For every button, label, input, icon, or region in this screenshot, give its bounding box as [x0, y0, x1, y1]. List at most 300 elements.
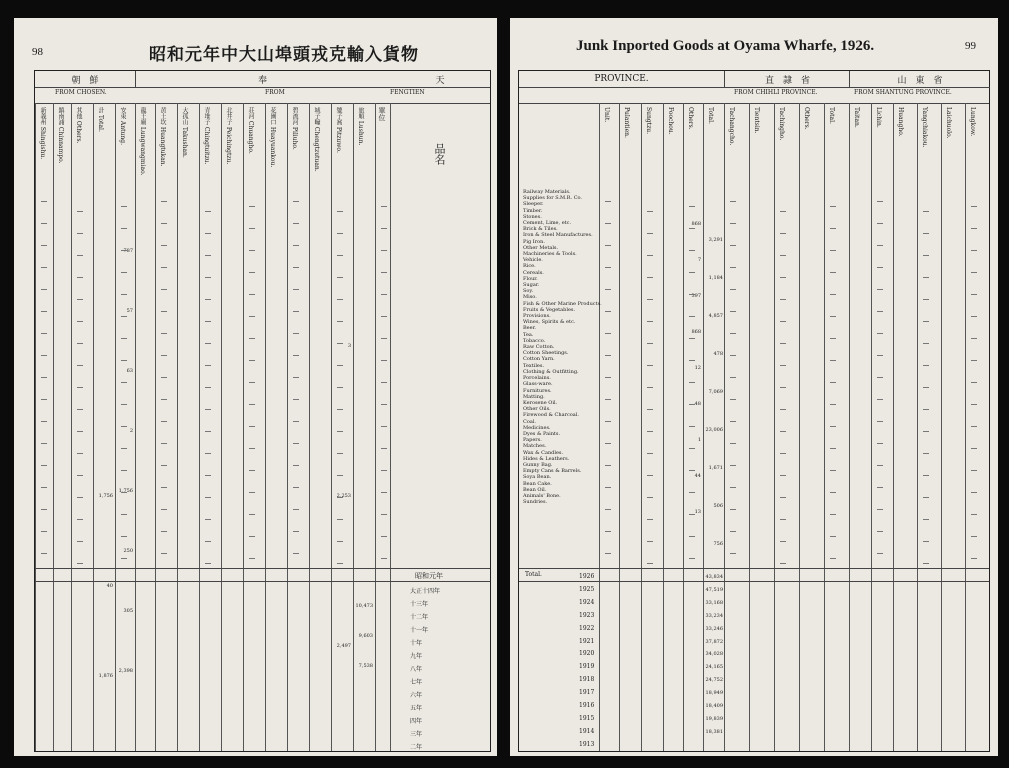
item-label: Hides & Leathers.: [523, 455, 570, 462]
empty-cell-dash: [877, 531, 883, 532]
right-page: [510, 18, 998, 756]
column-header: 鎮南浦 Chinnampo.: [57, 107, 64, 164]
empty-cell-dash: [605, 245, 611, 246]
empty-cell-dash: [780, 475, 786, 476]
empty-cell-dash: [121, 514, 127, 515]
empty-cell-dash: [205, 387, 211, 388]
cell: 57: [126, 308, 133, 314]
cell: 48: [694, 401, 701, 407]
cell: 305: [123, 608, 133, 614]
empty-cell-dash: [647, 431, 653, 432]
empty-cell-dash: [780, 299, 786, 300]
empty-cell-dash: [205, 211, 211, 212]
empty-cell-dash: [249, 470, 255, 471]
empty-cell-dash: [605, 201, 611, 202]
empty-cell-dash: [689, 228, 695, 229]
empty-cell-dash: [381, 514, 387, 515]
left-page-number: 98: [32, 46, 43, 58]
empty-cell-dash: [337, 563, 343, 564]
empty-cell-dash: [971, 558, 977, 559]
cell: 40: [106, 583, 113, 589]
empty-cell-dash: [830, 426, 836, 427]
empty-cell-dash: [249, 558, 255, 559]
item-label: Stones.: [523, 213, 542, 220]
empty-cell-dash: [971, 404, 977, 405]
column-header: Others.: [687, 107, 694, 130]
cell: 3: [347, 343, 351, 349]
cell: 23,006: [705, 427, 723, 433]
cell: 24,165: [705, 664, 723, 671]
column: [619, 103, 642, 751]
empty-cell-dash: [780, 211, 786, 212]
empty-cell-dash: [971, 294, 977, 295]
empty-cell-dash: [647, 365, 653, 366]
column: [774, 103, 800, 751]
year-label: 1916: [579, 702, 595, 710]
year-label: 1913: [579, 740, 595, 748]
empty-cell-dash: [205, 233, 211, 234]
item-label: Machineries & Tools.: [523, 251, 577, 258]
others-values: [683, 206, 701, 530]
item-label: Firewood & Charcoal.: [523, 412, 579, 419]
cell: 1,756: [98, 493, 113, 499]
item-label: Papers.: [523, 437, 542, 444]
empty-cell-dash: [249, 250, 255, 251]
empty-cell-dash: [923, 475, 929, 476]
empty-cell-dash: [971, 426, 977, 427]
empty-cell-dash: [161, 333, 167, 334]
empty-cell-dash: [381, 294, 387, 295]
empty-cell-dash: [337, 365, 343, 366]
empty-cell-dash: [971, 360, 977, 361]
empty-cell-dash: [293, 223, 299, 224]
empty-cell-dash: [689, 382, 695, 383]
empty-cell-dash: [293, 245, 299, 246]
cell: 9,603: [358, 633, 373, 639]
empty-cell-dash: [605, 421, 611, 422]
empty-cell-dash: [161, 509, 167, 510]
empty-cell-dash: [41, 201, 47, 202]
empty-cell-dash: [249, 206, 255, 207]
year-label: 八年: [410, 666, 423, 673]
total-values: [704, 221, 723, 563]
column-header: Lungkow.: [969, 107, 976, 137]
item-label: Coal.: [523, 418, 537, 425]
cell: 18,949: [705, 690, 723, 697]
empty-cell-dash: [877, 443, 883, 444]
column: [749, 103, 775, 751]
empty-cell-dash: [161, 267, 167, 268]
year-labels: [410, 585, 440, 754]
item-label: Textiles.: [523, 362, 545, 369]
cell: 4,857: [708, 313, 723, 319]
empty-cell-dash: [205, 321, 211, 322]
empty-cell-dash: [877, 333, 883, 334]
column-header: Foochou.: [667, 107, 674, 135]
empty-cell-dash: [121, 338, 127, 339]
empty-cell-dash: [830, 382, 836, 383]
item-label: Animals' Bone.: [523, 492, 561, 499]
column-header: Total.: [707, 107, 714, 124]
empty-cell-dash: [830, 558, 836, 559]
empty-cell-dash: [205, 343, 211, 344]
item-label: Wines, Spirits & etc.: [523, 319, 576, 326]
column-header: 新義州 Shingishu.: [39, 107, 46, 160]
empty-cell-dash: [161, 223, 167, 224]
empty-cell-dash: [249, 360, 255, 361]
lushun-values: [355, 591, 373, 681]
cell: 47,519: [705, 586, 723, 593]
column: [177, 103, 200, 751]
empty-cell-dash: [293, 487, 299, 488]
year-label: 四年: [410, 718, 423, 725]
items-header: 品名: [433, 143, 446, 165]
empty-cell-dash: [337, 409, 343, 410]
item-label: Soy.: [523, 288, 534, 295]
empty-cell-dash: [249, 492, 255, 493]
empty-cell-dash: [41, 377, 47, 378]
empty-cell-dash: [121, 316, 127, 317]
empty-cell-dash: [41, 223, 47, 224]
empty-cell-dash: [41, 399, 47, 400]
column-header: Sungtzu.: [645, 107, 652, 135]
empty-cell-dash: [730, 311, 736, 312]
empty-cell-dash: [205, 475, 211, 476]
empty-cell-dash: [830, 250, 836, 251]
empty-cell-dash: [971, 338, 977, 339]
empty-cell-dash: [249, 338, 255, 339]
empty-cell-dash: [337, 211, 343, 212]
cell: 18,381: [705, 728, 723, 735]
shantung-en: FROM SHANTUNG PROVINCE.: [854, 89, 952, 96]
chihli-label: 直 隷 省: [764, 75, 810, 86]
empty-cell-dash: [605, 377, 611, 378]
cell: 7,538: [358, 663, 373, 669]
item-label: Clothing & Outfitting.: [523, 368, 579, 375]
empty-cell-dash: [121, 382, 127, 383]
from-en: FROM: [265, 89, 285, 96]
empty-cell-dash: [77, 563, 83, 564]
empty-cell-dash: [689, 448, 695, 449]
empty-cell-dash: [780, 431, 786, 432]
column-header: 青堆子 Chingtuitzu.: [203, 107, 210, 165]
empty-cell-dash: [605, 355, 611, 356]
empty-cell-dash: [780, 387, 786, 388]
empty-cell-dash: [41, 245, 47, 246]
empty-cell-dash: [337, 453, 343, 454]
empty-cell-dash: [923, 211, 929, 212]
empty-cell-dash: [293, 553, 299, 554]
empty-cell-dash: [647, 453, 653, 454]
cell: 7: [697, 257, 701, 263]
empty-cell-dash: [830, 316, 836, 317]
header-group-chosen: [35, 71, 136, 88]
column-header: Pulantien.: [623, 107, 630, 138]
antung-values: [117, 221, 133, 701]
item-label: Bean Oil.: [523, 486, 547, 493]
empty-cell-dash: [121, 426, 127, 427]
item-label: Tobacco.: [523, 337, 546, 344]
empty-cell-dash: [730, 421, 736, 422]
empty-cell-dash: [205, 255, 211, 256]
empty-cell-dash: [689, 492, 695, 493]
empty-cell-dash: [77, 365, 83, 366]
empty-cell-dash: [205, 453, 211, 454]
empty-cell-dash: [293, 333, 299, 334]
item-label: Medicines.: [523, 424, 551, 431]
empty-cell-dash: [923, 299, 929, 300]
empty-cell-dash: [161, 443, 167, 444]
cell: 787: [123, 248, 133, 254]
cell: 3,291: [708, 237, 723, 243]
item-label: Glass-ware.: [523, 381, 553, 388]
empty-cell-dash: [830, 228, 836, 229]
cell: 868: [691, 329, 701, 335]
empty-cell-dash: [780, 343, 786, 344]
column-header: 安東 Antung.: [119, 107, 126, 145]
year-label-1926: 昭和元年: [415, 572, 443, 580]
item-label: Railway Materials.: [523, 189, 571, 195]
cell: 33,234: [705, 612, 723, 619]
empty-cell-dash: [780, 563, 786, 564]
empty-cell-dash: [293, 201, 299, 202]
cell: 33,168: [705, 599, 723, 606]
empty-cell-dash: [249, 316, 255, 317]
empty-cell-dash: [730, 399, 736, 400]
cell: 10,473: [355, 603, 373, 609]
empty-cell-dash: [971, 536, 977, 537]
empty-cell-dash: [41, 267, 47, 268]
cell: 397: [691, 293, 701, 299]
year-label: 六年: [410, 692, 423, 699]
empty-cell-dash: [689, 514, 695, 515]
empty-cell-dash: [647, 563, 653, 564]
empty-cell-dash: [689, 536, 695, 537]
item-label: Matches.: [523, 443, 547, 450]
empty-cell-dash: [381, 448, 387, 449]
empty-cell-dash: [605, 223, 611, 224]
empty-cell-dash: [689, 404, 695, 405]
empty-cell-dash: [730, 267, 736, 268]
item-label: Flour.: [523, 275, 538, 282]
empty-cell-dash: [337, 277, 343, 278]
cell: 24,752: [705, 677, 723, 684]
empty-cell-dash: [780, 519, 786, 520]
column-header: 龍王廟 Lungwangmiao.: [139, 107, 146, 176]
empty-cell-dash: [605, 311, 611, 312]
empty-cell-dash: [293, 311, 299, 312]
column-header: 其他 Others.: [75, 107, 82, 144]
empty-cell-dash: [730, 355, 736, 356]
year-label: 1921: [579, 637, 595, 645]
empty-cell-dash: [605, 531, 611, 532]
empty-cell-dash: [971, 228, 977, 229]
empty-cell-dash: [41, 553, 47, 554]
left-table: [34, 70, 491, 752]
empty-cell-dash: [689, 316, 695, 317]
empty-cell-dash: [381, 536, 387, 537]
empty-cell-dash: [381, 558, 387, 559]
cell: 506: [713, 503, 723, 509]
left-page: [14, 18, 497, 756]
empty-cell-dash: [249, 382, 255, 383]
empty-cell-dash: [877, 311, 883, 312]
cell: 756: [713, 541, 723, 547]
empty-cell-dash: [381, 470, 387, 471]
empty-cell-dash: [121, 228, 127, 229]
empty-cell-dash: [381, 316, 387, 317]
year-label: 大正十四年: [410, 588, 441, 595]
empty-cell-dash: [381, 404, 387, 405]
year-label: 二年: [410, 744, 423, 751]
empty-cell-dash: [971, 206, 977, 207]
empty-cell-dash: [971, 492, 977, 493]
column: [849, 103, 872, 751]
empty-cell-dash: [877, 245, 883, 246]
empty-cell-dash: [77, 299, 83, 300]
empty-cell-dash: [161, 487, 167, 488]
total-rule-2: [35, 581, 490, 582]
empty-cell-dash: [337, 343, 343, 344]
column: [799, 103, 825, 751]
empty-cell-dash: [121, 470, 127, 471]
empty-cell-dash: [830, 514, 836, 515]
item-label: Sugar.: [523, 282, 540, 289]
item-label: Vehicle.: [523, 257, 543, 264]
item-label: Wax & Candles.: [523, 449, 564, 456]
empty-cell-dash: [41, 355, 47, 356]
year-label: 十三年: [410, 601, 429, 608]
cell: 12: [694, 365, 701, 371]
column: [53, 103, 72, 751]
empty-cell-dash: [249, 514, 255, 515]
total-values: [95, 451, 113, 721]
empty-cell-dash: [337, 519, 343, 520]
empty-cell-dash: [41, 333, 47, 334]
column: [221, 103, 244, 751]
cell: 2,253: [336, 493, 351, 499]
column: [309, 103, 332, 751]
item-label: Soya Bean.: [523, 474, 552, 481]
empty-cell-dash: [77, 211, 83, 212]
year-label: 七年: [410, 679, 423, 686]
column-header: 北井子 Peichingtzu.: [225, 107, 232, 165]
year-label: 1917: [579, 689, 595, 697]
cell: 2,497: [336, 643, 351, 649]
shantung-label: 山 東 省: [897, 75, 943, 86]
empty-cell-dash: [293, 531, 299, 532]
column-header: Tachingho.: [778, 107, 785, 141]
column: [824, 103, 850, 751]
column-header: 黄土坎 Huangtukan.: [159, 107, 166, 167]
empty-cell-dash: [730, 377, 736, 378]
empty-cell-dash: [605, 487, 611, 488]
empty-cell-dash: [161, 355, 167, 356]
empty-cell-dash: [923, 321, 929, 322]
empty-cell-dash: [971, 448, 977, 449]
empty-cell-dash: [77, 409, 83, 410]
item-label: Bean Cake.: [523, 480, 552, 487]
empty-cell-dash: [647, 497, 653, 498]
item-label: Provisions.: [523, 313, 551, 320]
empty-cell-dash: [647, 277, 653, 278]
empty-cell-dash: [381, 228, 387, 229]
empty-cell-dash: [780, 233, 786, 234]
province-label: PROVINCE.: [594, 74, 649, 84]
column-header: Unit.: [603, 107, 610, 123]
empty-cell-dash: [293, 267, 299, 268]
column: [965, 103, 990, 751]
item-label: Pig Iron.: [523, 238, 545, 245]
empty-cell-dash: [41, 443, 47, 444]
empty-cell-dash: [337, 233, 343, 234]
empty-cell-dash: [41, 509, 47, 510]
year-totals: [704, 571, 723, 739]
empty-cell-dash: [121, 492, 127, 493]
year-label: 五年: [410, 705, 423, 712]
province-band: [519, 71, 724, 88]
empty-cell-dash: [121, 404, 127, 405]
empty-cell-dash: [337, 497, 343, 498]
item-label: Empty Cans & Barrels.: [523, 468, 582, 475]
empty-cell-dash: [205, 277, 211, 278]
empty-cell-dash: [41, 531, 47, 532]
column: [724, 103, 750, 751]
column-header: 旅順 Lushun.: [357, 107, 364, 146]
empty-cell-dash: [830, 294, 836, 295]
feng-label: 奉: [257, 75, 267, 86]
item-label: Miso.: [523, 294, 537, 301]
empty-cell-dash: [337, 299, 343, 300]
empty-cell-dash: [647, 321, 653, 322]
column-header: Laichuolo.: [945, 107, 952, 139]
year-label: 十二年: [410, 614, 429, 621]
item-label: Other Oils.: [523, 406, 551, 413]
empty-cell-dash: [730, 465, 736, 466]
item-label: Iron & Steel Manufactures.: [523, 232, 593, 239]
column: [199, 103, 222, 751]
empty-cell-dash: [605, 333, 611, 334]
column-header: Tachangcho.: [728, 107, 735, 146]
empty-cell-dash: [293, 465, 299, 466]
column-header: 荘河 Chuangho.: [247, 107, 254, 154]
empty-cell-dash: [923, 387, 929, 388]
empty-cell-dash: [647, 541, 653, 542]
empty-cell-dash: [730, 333, 736, 334]
empty-cell-dash: [121, 272, 127, 273]
empty-cell-dash: [730, 245, 736, 246]
empty-cell-dash: [689, 360, 695, 361]
cell: 2,398: [118, 668, 133, 674]
year-label: 1919: [579, 663, 595, 671]
empty-cell-dash: [730, 443, 736, 444]
empty-cell-dash: [830, 536, 836, 537]
year-label: 1926: [579, 573, 595, 580]
empty-cell-dash: [647, 409, 653, 410]
chihli-en: FROM CHIHLI PROVINCE.: [734, 89, 818, 96]
cell: 7,069: [708, 389, 723, 395]
empty-cell-dash: [161, 531, 167, 532]
cell: 250: [123, 548, 133, 554]
empty-cell-dash: [249, 294, 255, 295]
empty-cell-dash: [293, 399, 299, 400]
empty-cell-dash: [730, 509, 736, 510]
empty-cell-dash: [337, 431, 343, 432]
column-header: 花園口 Huayuankou.: [269, 107, 276, 168]
empty-cell-dash: [77, 255, 83, 256]
empty-cell-dash: [121, 250, 127, 251]
cell: 1: [697, 437, 701, 443]
